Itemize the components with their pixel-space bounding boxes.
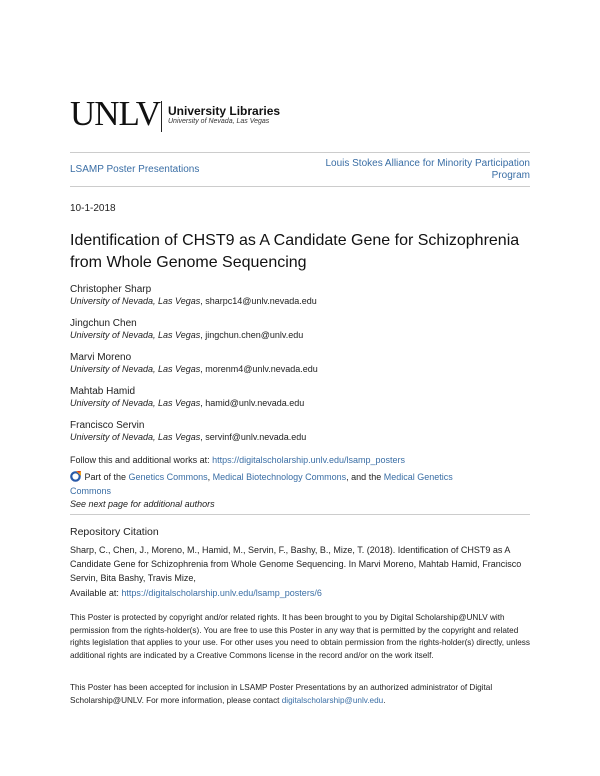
program-line1: Louis Stokes Alliance for Minority Participation: [325, 158, 530, 169]
author-affiliation: [70, 398, 304, 409]
author-entry: [70, 283, 317, 307]
medical-genetics-commons-link[interactable]: Medical Genetics: [383, 472, 453, 482]
affiliation: University of Nevada, Las Vegas: [70, 364, 201, 374]
author-name: Mahtab Hamid: [70, 386, 136, 397]
logo-subtitle: University of Nevada, Las Vegas: [168, 118, 270, 125]
separator: ,: [207, 472, 213, 482]
author-affiliation: [70, 296, 317, 307]
author-entry: [70, 385, 304, 409]
part-of-line: [70, 470, 453, 483]
author-entry: [70, 351, 318, 375]
page-title: Identification of CHST9 as A Candidate Gene for Schizophrenia from Whole Genome Sequencing: [70, 232, 520, 271]
citation-text: Sharp, C., Chen, J., Moreno, M., Hamid, M., Servin, F., Bashy, B., Mize, T. (2018). Identification of CHST9 as A Candidate Gene for Schizophrenia from Whole Genome Sequencing. In Marvi Moreno, Mahtab Hamid, Francisco Servin, Bita Bashy, Travis Mize,: [70, 545, 522, 583]
see-next-note: See next page for additional authors: [70, 499, 215, 509]
author-affiliation: [70, 432, 306, 443]
logo-divider: [161, 101, 162, 132]
author-affiliation: [70, 364, 318, 375]
affiliation: University of Nevada, Las Vegas: [70, 398, 201, 408]
follow-line: [70, 455, 405, 466]
affiliation: University of Nevada, Las Vegas: [70, 296, 201, 306]
program-link[interactable]: [325, 158, 530, 182]
medical-genetics-commons-link-cont[interactable]: Commons: [70, 486, 112, 496]
divider: [70, 152, 530, 153]
program-line2: Program: [491, 170, 530, 181]
series-link[interactable]: LSAMP Poster Presentations: [70, 164, 200, 175]
author-affiliation: [70, 330, 303, 341]
follow-text: Follow this and additional works at:: [70, 455, 213, 465]
citation-heading: Repository Citation: [70, 526, 159, 538]
available-label: Available at:: [70, 588, 122, 598]
network-commons-icon: [70, 470, 82, 482]
affiliation: University of Nevada, Las Vegas: [70, 432, 201, 442]
logo-title: University Libraries: [168, 104, 281, 118]
author-name: Marvi Moreno: [70, 352, 132, 363]
divider: [70, 186, 530, 187]
genetics-commons-link[interactable]: Genetics Commons: [128, 472, 208, 482]
rights-statement: This Poster is protected by copyright and/or related rights. It has been brought to you by Digital Scholarship@UNLV with permission from the rights-holder(s). You are free to use this Poster in any way that is permitted by the copyright and related rights legislation that applies to your use. For other uses you need to obtain permission from the rights-holder(s) directly, unless additional rights are indicated by a Creative Commons license in the record and/or on the work itself.: [70, 613, 530, 660]
author-email: , morenm4@unlv.nevada.edu: [200, 364, 318, 374]
affiliation: University of Nevada, Las Vegas: [70, 330, 201, 340]
author-name: Jingchun Chen: [70, 318, 137, 329]
follow-link[interactable]: https://digitalscholarship.unlv.edu/lsamp_posters: [212, 455, 406, 465]
author-name: Christopher Sharp: [70, 284, 152, 295]
author-email: , jingchun.chen@unlv.edu: [200, 330, 304, 340]
available-at: [70, 588, 322, 598]
author-email: , hamid@unlv.nevada.edu: [200, 398, 305, 408]
unlv-logo: UNLV: [70, 94, 160, 133]
period: .: [383, 695, 386, 705]
author-entry: [70, 317, 303, 341]
part-of-text: Part of the: [84, 472, 129, 482]
available-link[interactable]: https://digitalscholarship.unlv.edu/lsamp_posters/6: [121, 588, 322, 598]
divider: [70, 514, 530, 515]
author-email: , sharpc14@unlv.nevada.edu: [200, 296, 317, 306]
contact-email-link[interactable]: digitalscholarship@unlv.edu: [281, 695, 384, 705]
medical-biotech-commons-link[interactable]: Medical Biotechnology Commons: [212, 472, 347, 482]
author-entry: [70, 419, 306, 443]
and-text: , and the: [346, 472, 384, 482]
author-name: Francisco Servin: [70, 420, 145, 431]
accepted-statement: [70, 682, 535, 707]
date: 10-1-2018: [70, 203, 116, 214]
author-email: , servinf@unlv.nevada.edu: [200, 432, 307, 442]
accepted-text: This Poster has been accepted for inclusion in LSAMP Poster Presentations by an authorized administrator of Digital Scholarship@UNLV. For more information, please contact: [70, 683, 493, 705]
